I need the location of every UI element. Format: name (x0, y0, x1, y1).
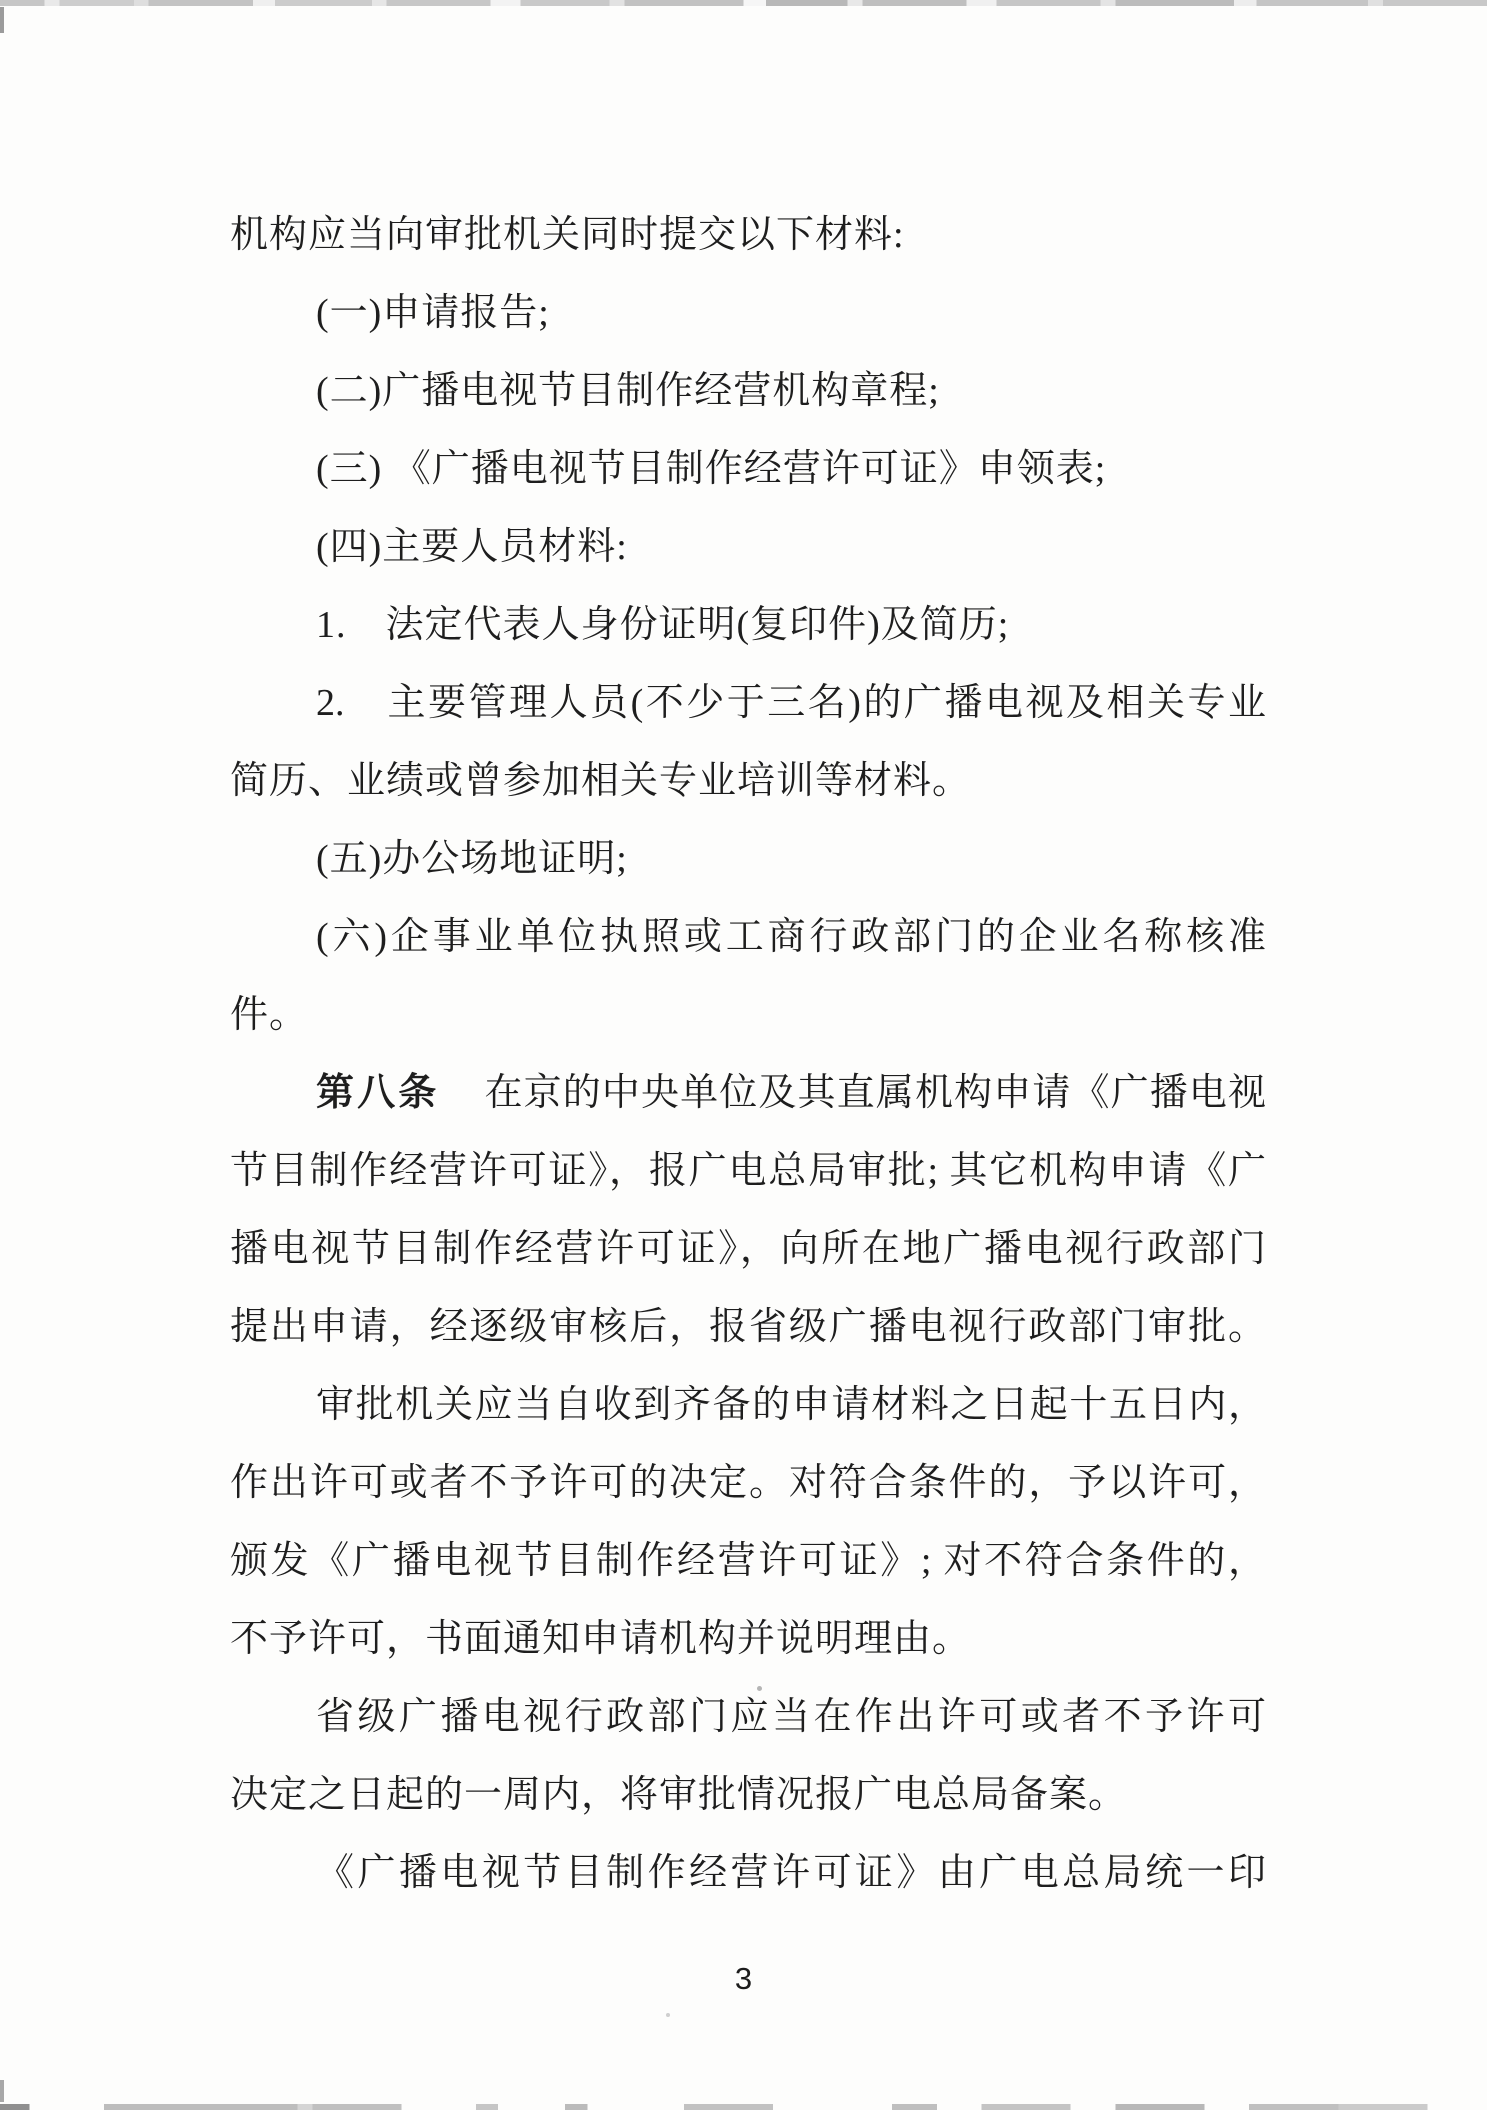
scan-artifact-left-bottom (0, 2080, 4, 2102)
text-line: 决定之日起的一周内，将审批情况报广电总局备案。 (230, 1774, 1128, 1816)
text-line: 播电视节目制作经营许可证》，向所在地广播电视行政部门 (230, 1228, 1266, 1270)
text-line: 审批机关应当自收到齐备的申请材料之日起十五日内， (316, 1384, 1266, 1426)
article-number-gap (439, 1104, 483, 1105)
text-line: (五)办公场地证明; (316, 838, 628, 880)
text-line: 节目制作经营许可证》，报广电总局审批; 其它机构申请《广 (230, 1150, 1266, 1192)
text-line: 颁发《广播电视节目制作经营许可证》; 对不符合条件的， (230, 1540, 1266, 1582)
text-line: (三) 《广播电视节目制作经营许可证》申领表; (316, 448, 1107, 490)
scan-speck (757, 1686, 762, 1691)
article-number: 第八条 (316, 1072, 440, 1114)
text-line: (一)申请报告; (316, 292, 550, 334)
text-line: 件。 (230, 994, 309, 1036)
scan-speck (666, 2013, 670, 2017)
scan-artifact-bottom-edge (0, 2104, 1487, 2110)
text-line: 提出申请，经逐级审核后，报省级广播电视行政部门审批。 (230, 1306, 1266, 1348)
text-line: 省级广播电视行政部门应当在作出许可或者不予许可 (316, 1696, 1266, 1738)
text-line: 《广播电视节目制作经营许可证》由广电总局统一印 (316, 1852, 1266, 1894)
page-number: 3 (734, 1961, 753, 1996)
text-line: 第八条 在京的中央单位及其直属机构申请《广播电视 (316, 1072, 1266, 1114)
text-line: (六)企事业单位执照或工商行政部门的企业名称核准 (316, 916, 1266, 958)
text-lines (0, 196, 1487, 1912)
text-line: 1. 法定代表人身份证明(复印件)及简历; (316, 604, 1010, 646)
text-line: 作出许可或者不予许可的决定。对符合条件的，予以许可， (230, 1462, 1266, 1504)
text-line: (四)主要人员材料: (316, 526, 628, 568)
scan-artifact-left-top (0, 7, 4, 33)
scan-artifact-top-edge (0, 0, 1487, 6)
text-line: 简历、业绩或曾参加相关专业培训等材料。 (230, 760, 972, 802)
text-line: 机构应当向审批机关同时提交以下材料: (230, 214, 905, 256)
text-line: 不予许可，书面通知申请机构并说明理由。 (230, 1618, 972, 1660)
text-line: 2. 主要管理人员(不少于三名)的广播电视及相关专业 (316, 682, 1266, 724)
text-line: (二)广播电视节目制作经营机构章程; (316, 370, 940, 412)
